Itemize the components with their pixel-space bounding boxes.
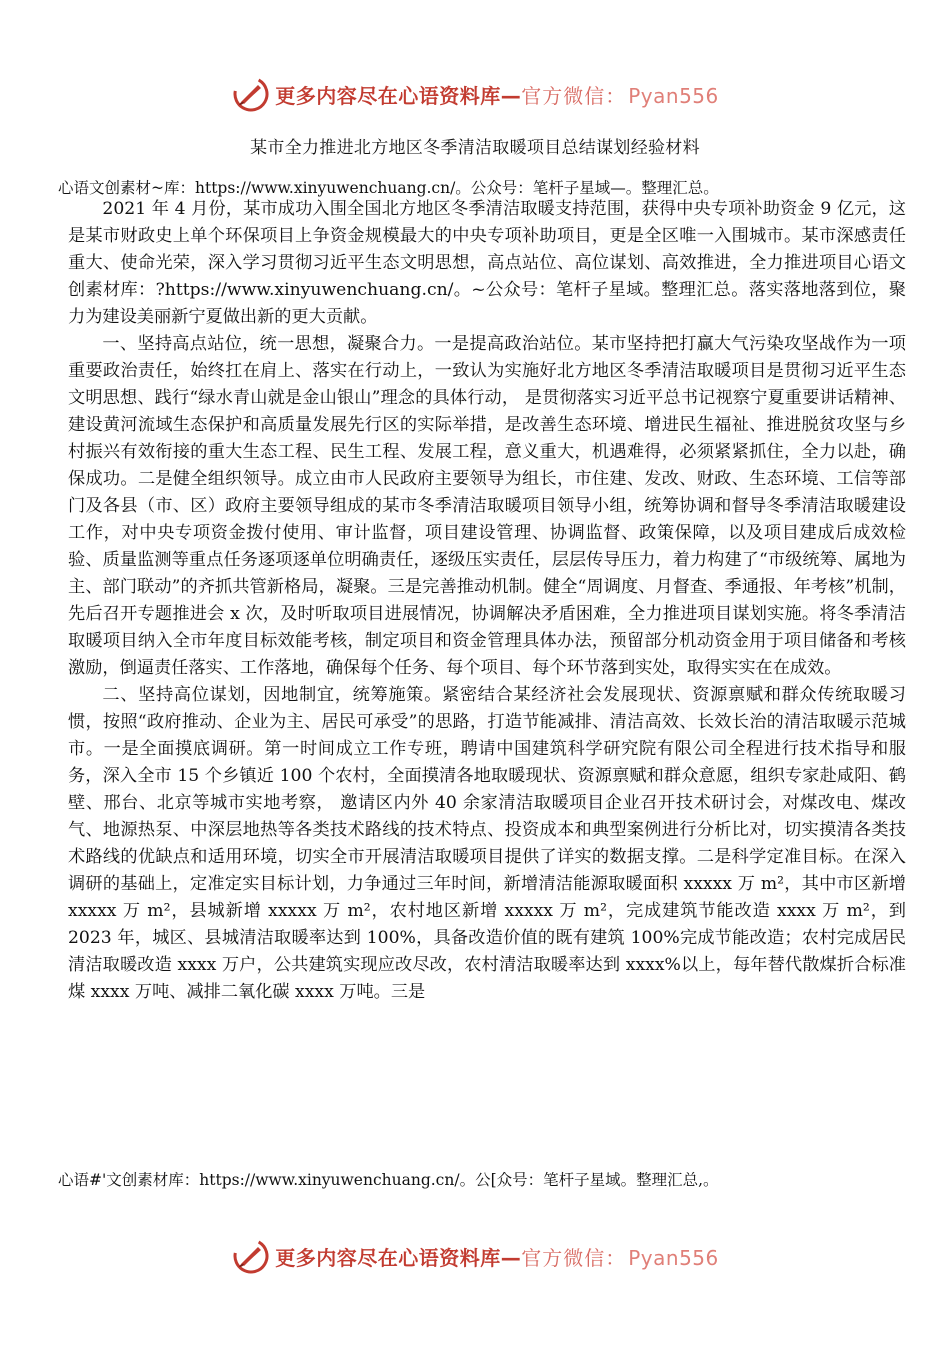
banner-wechat-label: 官方微信：: [521, 83, 627, 108]
header-banner: [0, 74, 950, 114]
banner-dash: —: [500, 83, 522, 108]
document-body: [68, 196, 906, 1006]
paragraph-section-1: 一、坚持高点站位，统一思想，凝聚合力。一是提高政治站位。某市坚持把打赢大气污染攻坚战作为一项重要政治责任，始终扛在肩上、落实在行动上，一致认为实施好北方地区冬季清洁取暖项目是贯彻习近平生态文明思想、践行“绿水青山就是金山银山”理念的具体行动， 是贯彻落实习近平总书记视察宁夏重要讲话精神、建设黄河流域生态保护和高质量发展先行区的实际举措，是改善生态环境、增进民生福祉、推进脱贫攻坚与乡村振兴有效衔接的重大生态工程、民生工程、发展工程，意义重大，机遇难得，必须紧紧抓住，全力以赴，确保成功。二是健全组织领导。成立由市人民政府主要领导为组长，市住建、发改、财政、生态环境、工信等部门及各县（市、区）政府主要领导组成的某市冬季清洁取暖项目领导小组，统筹协调和督导冬季清洁取暖建设工作，对中央专项资金拨付使用、审计监督，项目建设管理、协调监督、政策保障，以及项目建成后成效检验、质量监测等重点任务逐项逐单位明确责任，逐级压实责任，层层传导压力，着力构建了“市级统筹、属地为主、部门联动”的齐抓共管新格局，凝聚。三是完善推动机制。健全“周调度、月督查、季通报、年考核”机制，先后召开专题推进会 x 次，及时听取项目进展情况，协调解决矛盾困难，全力推进项目谋划实施。将冬季清洁取暖项目纳入全市年度目标效能考核，制定项目和资金管理具体办法，预留部分机动资金用于项目储备和考核激励，倒逼责任落实、工作落地，确保每个任务、每个项目、每个环节落到实处，取得实实在在成效。: [68, 334, 906, 678]
banner-lead: 更多内容尽在心语资料库: [275, 1245, 501, 1270]
banner-wechat-label: 官方微信：: [521, 1245, 627, 1270]
paragraph-intro: 2021 年 4 月份，某市成功入围全国北方地区冬季清洁取暖支持范围，获得中央专项补助资金 9 亿元，这是某市财政史上单个环保项目上争资金规模最大的中央专项补助项目，更是全区唯一入围城市。某市深感责任重大、使命光荣，深入学习贯彻习近平生态文明思想，高点站位、高位谋划、高效推进，全力推进项目心语文创素材库：?https://www.xinyuwenchuang.cn/。~公众号：笔杆子星域。整理汇总。落实落地落到位，聚力为建设美丽新宁夏做出新的更大贡献。: [68, 199, 906, 327]
brush-logo-icon: [231, 74, 271, 114]
banner-text: [275, 80, 719, 109]
banner-text: [275, 1242, 719, 1271]
paragraph-section-2: 二、坚持高位谋划，因地制宜，统筹施策。紧密结合某经济社会发展现状、资源禀赋和群众传统取暖习惯，按照“政府推动、企业为主、居民可承受”的思路，打造节能减排、清洁高效、长效长治的清洁取暖示范城市。一是全面摸底调研。第一时间成立工作专班，聘请中国建筑科学研究院有限公司全程进行技术指导和服务，深入全市 15 个乡镇近 100 个农村，全面摸清各地取暖现状、资源禀赋和群众意愿，组织专家赴咸阳、鹤壁、邢台、北京等城市实地考察， 邀请区内外 40 余家清洁取暖项目企业召开技术研讨会，对煤改电、煤改气、地源热泵、中深层地热等各类技术路线的技术特点、投资成本和典型案例进行分析比对，切实摸清各类技术路线的优缺点和适用环境，切实全市开展清洁取暖项目提供了详实的数据支撑。二是科学定准目标。在深入调研的基础上，定准定实目标计划，力争通过三年时间，新增清洁能源取暖面积 xxxxx 万 m²，其中市区新增 xxxxx 万 m²，县城新增 xxxxx 万 m²，农村地区新增 xxxxx 万 m²，完成建筑节能改造 xxxx 万 m²，到 2023 年，城区、县城清洁取暖率达到 100%，具备改造价值的既有建筑 100%完成节能改造；农村完成居民清洁取暖改造 xxxx 万户，公共建筑实现应改尽改，农村清洁取暖率达到 xxxx%以上，每年替代散煤折合标准煤 xxxx 万吨、减排二氧化碳 xxxx 万吨。三是: [68, 685, 906, 1002]
banner-lead: 更多内容尽在心语资料库: [275, 83, 501, 108]
brush-logo-icon: [231, 1236, 271, 1276]
source-note-bottom: 心语#'文创素材库：https://www.xinyuwenchuang.cn/。公[众号：笔杆子星域。整理汇总,。: [58, 1171, 719, 1189]
banner-dash: —: [500, 1245, 522, 1270]
footer-banner: [0, 1236, 950, 1276]
document-title: 某市全力推进北方地区冬季清洁取暖项目总结谋划经验材料: [250, 138, 700, 158]
banner-wechat-id: Pyan556: [628, 1245, 719, 1270]
source-note-top: 心语文创素材~库：https://www.xinyuwenchuang.cn/。公众号：笔杆子星域—。整理汇总。: [58, 179, 719, 197]
banner-wechat-id: Pyan556: [628, 83, 719, 108]
